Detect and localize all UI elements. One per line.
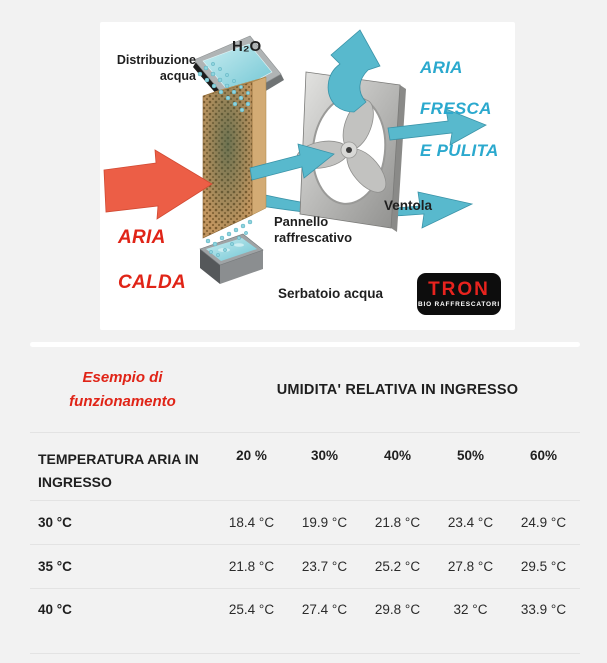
cell-value: 25.4 °C (228, 602, 275, 617)
fresh-air-line-3: E PULITA (420, 140, 499, 160)
hot-air-line-1: ARIA (118, 226, 166, 248)
fan-label: Ventola (384, 198, 433, 213)
cooling-panel (203, 77, 266, 238)
cell-value: 27.4 °C (301, 602, 348, 617)
h2o-label: H₂O (232, 38, 262, 55)
tank-label: Serbatoio acqua (278, 286, 384, 301)
table-row-40c (30, 588, 580, 653)
cell-value: 18.4 °C (228, 515, 275, 530)
table-header-row (30, 432, 580, 500)
logo-brand-text: TRON (428, 279, 490, 300)
cell-value: 23.7 °C (301, 559, 348, 574)
water-distribution-label: Distribuzione acqua (116, 53, 196, 84)
cell-value: 21.8 °C (228, 559, 275, 574)
cell-value: 29.5 °C (520, 559, 567, 574)
cell-value: 23.4 °C (447, 515, 494, 530)
column-header-60: 60% (529, 448, 558, 463)
cell-value: 24.9 °C (520, 515, 567, 530)
cell-value: 21.8 °C (374, 515, 421, 530)
fresh-air-line-2: FRESCA (420, 99, 492, 119)
fresh-air-line-1: ARIA (420, 57, 463, 77)
row-header: TEMPERATURA ARIA IN INGRESSO (38, 451, 199, 491)
column-header-30: 30% (310, 448, 339, 463)
column-header-40: 40% (383, 448, 412, 463)
table-row-30c (30, 500, 580, 544)
table-title-left: Esempio di funzionamento (69, 369, 176, 410)
cell-value: 19.9 °C (301, 515, 348, 530)
cooler-diagram-card (100, 22, 515, 330)
table-row-35c (30, 544, 580, 588)
cell-value: 27.8 °C (447, 559, 494, 574)
row-label: 35 °C (38, 559, 72, 574)
panel-label: Pannello raffrescativo (274, 214, 353, 246)
table-title-right: UMIDITA' RELATIVA IN INGRESSO (276, 381, 519, 398)
operation-example-table (30, 342, 580, 654)
column-header-50: 50% (456, 448, 485, 463)
cell-value: 32 °C (453, 602, 488, 617)
row-label: 30 °C (38, 515, 72, 530)
cell-value: 33.9 °C (520, 602, 567, 617)
hot-air-line-2: CALDA (118, 272, 186, 294)
table-title-row (30, 347, 580, 432)
logo-tagline-text: BIO RAFFRESCATORI (418, 301, 500, 308)
tron-logo (417, 273, 501, 315)
row-label: 40 °C (38, 602, 72, 617)
cell-value: 29.8 °C (374, 602, 421, 617)
column-header-20: 20 % (236, 448, 267, 463)
cell-value: 25.2 °C (374, 559, 421, 574)
hot-air-label (118, 204, 186, 318)
fresh-air-label (420, 37, 499, 182)
